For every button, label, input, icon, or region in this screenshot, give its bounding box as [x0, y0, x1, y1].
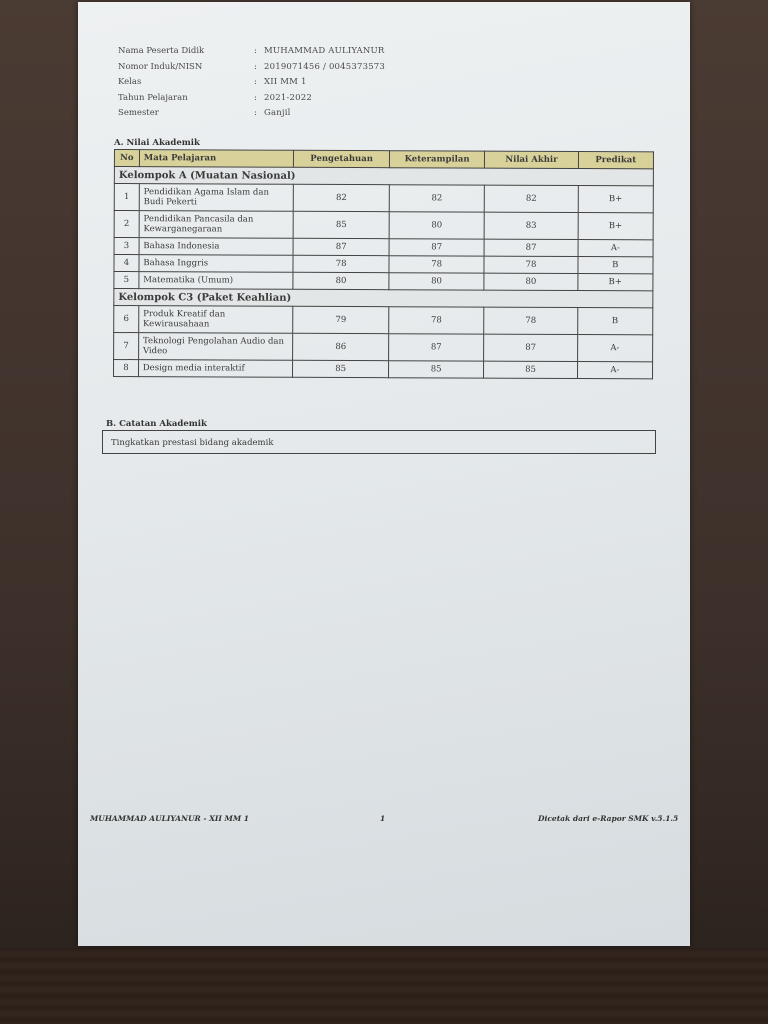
cell-predicate: B+	[578, 186, 653, 213]
cell-predicate: A-	[577, 362, 652, 379]
cell-knowledge: 79	[293, 306, 389, 333]
identity-label: Kelas	[118, 77, 142, 87]
cell-knowledge: 85	[294, 211, 390, 238]
table-row	[114, 333, 653, 362]
cell-no: 2	[114, 211, 139, 238]
identity-colon: :	[254, 108, 257, 118]
cell-skills: 87	[389, 239, 485, 256]
cell-knowledge: 78	[293, 255, 388, 272]
cell-knowledge: 87	[293, 238, 388, 255]
cell-final: 83	[485, 212, 578, 239]
table-row	[114, 211, 653, 240]
cell-predicate: A-	[577, 335, 652, 362]
identity-colon: :	[254, 92, 257, 103]
identity-value: MUHAMMAD AULIYANUR	[264, 46, 385, 56]
identity-label: Nomor Induk/NISN	[118, 61, 203, 72]
cell-knowledge: 86	[293, 333, 389, 360]
cell-subject: Bahasa Indonesia	[139, 238, 294, 256]
footer-printed-by: Dicetak dari e-Rapor SMK v.5.1.5	[538, 814, 679, 823]
identity-row-nisn	[118, 60, 385, 76]
cell-final: 87	[484, 239, 577, 256]
group-label-a: Kelompok A (Muatan Nasional)	[114, 167, 653, 186]
identity-row-year	[118, 91, 385, 107]
cell-subject: Pendidikan Pancasila dan Kewarganegaraan	[139, 211, 294, 239]
cell-skills: 87	[388, 334, 484, 361]
cell-skills: 80	[389, 273, 485, 290]
table-row	[114, 184, 653, 213]
cell-final: 82	[485, 185, 578, 212]
footer-page-number: 1	[380, 814, 386, 823]
identity-row-class	[118, 75, 385, 91]
header-skills: Keterampilan	[389, 151, 485, 168]
identity-label: Nama Peserta Didik	[118, 46, 205, 56]
cell-no: 8	[114, 360, 139, 377]
cell-subject: Pendidikan Agama Islam dan Budi Pekerti	[139, 184, 294, 212]
cell-final: 80	[484, 273, 577, 290]
identity-colon: :	[254, 77, 257, 87]
group-label-c3: Kelompok C3 (Paket Keahlian)	[114, 289, 653, 308]
table-row	[114, 306, 653, 335]
student-identity	[118, 44, 385, 122]
cell-predicate: B	[577, 308, 652, 335]
grades-table	[113, 149, 654, 379]
footer-student: MUHAMMAD AULIYANUR - XII MM 1	[90, 814, 249, 823]
header-no: No	[114, 150, 139, 167]
section-title-notes: B. Catatan Akademik	[106, 419, 207, 429]
academic-note-box: Tingkatkan prestasi bidang akademik	[102, 430, 656, 454]
cell-no: 1	[114, 184, 139, 211]
cell-no: 4	[114, 255, 139, 272]
cell-no: 5	[114, 272, 139, 289]
header-subject: Mata Pelajaran	[139, 150, 294, 168]
cell-skills: 80	[389, 212, 485, 239]
cell-final: 87	[484, 334, 577, 361]
cell-no: 6	[114, 306, 139, 333]
cell-knowledge: 85	[293, 360, 388, 377]
identity-colon: :	[254, 61, 257, 72]
cell-final: 78	[484, 256, 577, 273]
identity-row-name	[118, 44, 385, 60]
cell-skills: 78	[389, 307, 485, 334]
cell-subject: Produk Kreatif dan Kewirausahaan	[139, 306, 294, 334]
report-page	[78, 2, 690, 946]
header-final: Nilai Akhir	[485, 151, 578, 168]
identity-value: 2019071456 / 0045373573	[264, 61, 386, 72]
identity-value: XII MM 1	[264, 77, 307, 87]
cell-predicate: A-	[578, 240, 653, 257]
header-predicate: Predikat	[578, 152, 653, 169]
cell-subject: Teknologi Pengolahan Audio dan Video	[138, 333, 293, 361]
header-knowledge: Pengetahuan	[294, 150, 389, 167]
identity-label: Semester	[118, 108, 159, 118]
cell-knowledge: 80	[293, 272, 388, 289]
identity-colon: :	[254, 46, 257, 56]
cell-skills: 82	[389, 185, 485, 212]
identity-row-semester	[118, 106, 385, 122]
cell-subject: Design media interaktif	[138, 360, 293, 378]
section-title-academic: A. Nilai Akademik	[114, 138, 200, 148]
cell-knowledge: 82	[294, 184, 390, 211]
table-surface-band	[0, 948, 768, 1024]
cell-skills: 78	[389, 256, 485, 273]
cell-predicate: B	[578, 257, 653, 274]
cell-predicate: B+	[578, 213, 653, 240]
cell-subject: Bahasa Inggris	[139, 255, 294, 273]
cell-final: 78	[484, 307, 577, 334]
cell-predicate: B+	[578, 274, 653, 291]
cell-no: 7	[114, 333, 139, 360]
cell-skills: 85	[388, 361, 484, 378]
cell-no: 3	[114, 238, 139, 255]
table-row	[114, 360, 653, 379]
cell-final: 85	[484, 361, 577, 378]
identity-value: Ganjil	[264, 108, 291, 118]
identity-label: Tahun Pelajaran	[118, 92, 188, 103]
cell-subject: Matematika (Umum)	[139, 272, 294, 290]
identity-value: 2021-2022	[264, 92, 312, 103]
